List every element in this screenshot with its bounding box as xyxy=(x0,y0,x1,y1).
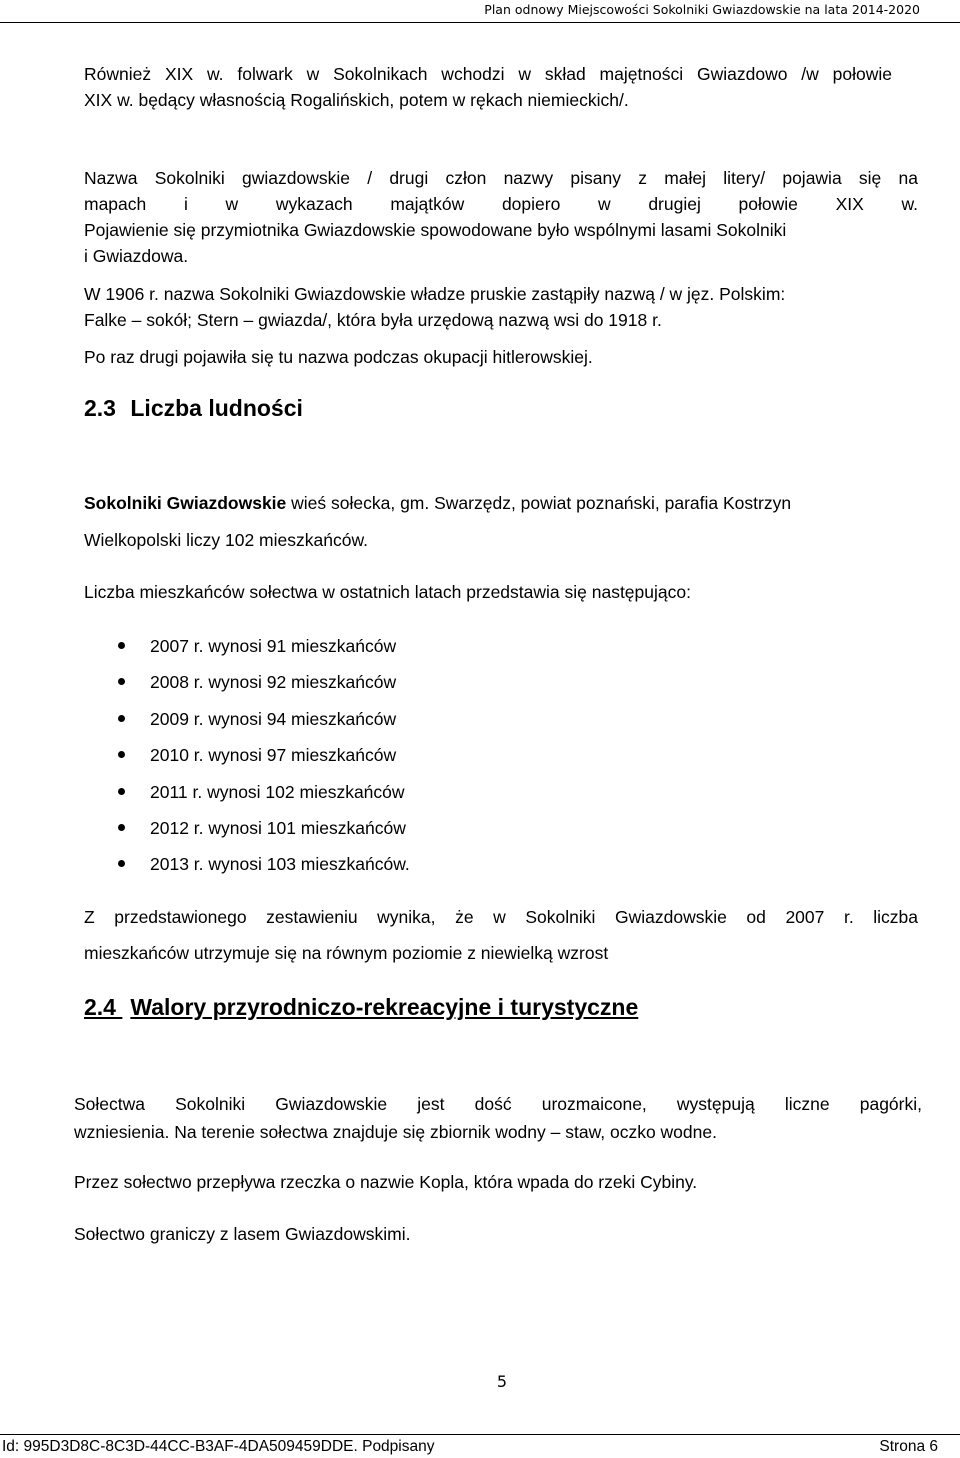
history-paragraph-4: Po raz drugi pojawiła się tu nazwa podczas okupacji hitlerowskiej. xyxy=(84,347,593,367)
population-by-year-list xyxy=(84,636,410,891)
population-conclusion-line-1: Z przedstawionego zestawieniu wynika, że w Sokolniki Gwiazdowskie od 2007 r. liczba xyxy=(84,907,918,927)
list-item: 2009 r. wynosi 94 mieszkańców xyxy=(84,709,410,745)
section-title: Walory przyrodniczo-rekreacyjne i turystyczne xyxy=(130,994,639,1020)
history-paragraph-2-line-1: Nazwa Sokolniki gwiazdowskie / drugi człon nazwy pisany z małej litery/ pojawia się na xyxy=(84,168,918,188)
population-lead: Liczba mieszkańców sołectwa w ostatnich latach przedstawia się następująco: xyxy=(84,582,691,602)
list-item: 2007 r. wynosi 91 mieszkańców xyxy=(84,636,410,672)
nature-paragraph-1-line-2: wzniesienia. Na terenie sołectwa znajduje się zbiornik wodny – staw, oczko wodne. xyxy=(74,1122,717,1142)
section-heading-nature xyxy=(84,994,638,1021)
population-intro-line-2: Wielkopolski liczy 102 mieszkańców. xyxy=(84,530,368,550)
history-paragraph-2-line-3: Pojawienie się przymiotnika Gwiazdowskie spowodowane było wspólnymi lasami Sokolniki xyxy=(84,220,787,240)
history-paragraph-2-line-4: i Gwiazdowa. xyxy=(84,246,189,266)
history-paragraph-2-line-2: mapach i w wykazach majątków dopiero w drugiej połowie XIX w. xyxy=(84,194,918,214)
list-item: 2008 r. wynosi 92 mieszkańców xyxy=(84,672,410,708)
section-heading-population xyxy=(84,395,303,422)
list-item: 2013 r. wynosi 103 mieszkańców. xyxy=(84,854,410,890)
section-title: Liczba ludności xyxy=(130,395,303,421)
history-paragraph-1-line-1: Również XIX w. folwark w Sokolnikach wchodzi w skład majętności Gwiazdowo /w połowie xyxy=(84,64,892,84)
footer-page-indicator: Strona 6 xyxy=(879,1438,938,1455)
bullet-icon xyxy=(118,788,125,795)
population-intro-rest: wieś sołecka, gm. Swarzędz, powiat poznański, parafia Kostrzyn xyxy=(286,493,792,513)
population-intro-line-1 xyxy=(84,490,791,516)
header-divider xyxy=(0,22,960,23)
nature-paragraph-1-line-1: Sołectwa Sokolniki Gwiazdowskie jest dość urozmaicone, występują liczne pagórki, xyxy=(74,1094,922,1114)
footer-divider xyxy=(0,1434,960,1435)
history-paragraph-1-line-2: XIX w. będący własnością Rogalińskich, potem w rękach niemieckich/. xyxy=(84,90,629,110)
list-item: 2011 r. wynosi 102 mieszkańców xyxy=(84,782,410,818)
running-header-title: Plan odnowy Miejscowości Sokolniki Gwiazdowskie na lata 2014-2020 xyxy=(484,2,920,17)
village-name: Sokolniki Gwiazdowskie xyxy=(84,493,287,513)
bullet-icon xyxy=(118,751,125,758)
list-item: 2010 r. wynosi 97 mieszkańców xyxy=(84,745,410,781)
section-number: 2.3 xyxy=(84,395,116,421)
bullet-icon xyxy=(118,642,125,649)
nature-paragraph-3: Sołectwo graniczy z lasem Gwiazdowskimi. xyxy=(74,1224,411,1244)
bullet-icon xyxy=(118,860,125,867)
page-number: 5 xyxy=(496,1372,508,1391)
section-number: 2.4 xyxy=(84,994,116,1020)
nature-paragraph-2: Przez sołectwo przepływa rzeczka o nazwie Kopla, która wpada do rzeki Cybiny. xyxy=(74,1172,698,1192)
population-conclusion-line-2: mieszkańców utrzymuje się na równym poziomie z niewielką wzrost xyxy=(84,943,609,963)
document-signature-id: Id: 995D3D8C-8C3D-44CC-B3AF-4DA509459DDE. Podpisany xyxy=(2,1438,435,1455)
history-paragraph-3-line-1: W 1906 r. nazwa Sokolniki Gwiazdowskie władze pruskie zastąpiły nazwą / w jęz. Polskim: xyxy=(84,284,786,304)
list-item: 2012 r. wynosi 101 mieszkańców xyxy=(84,818,410,854)
bullet-icon xyxy=(118,715,125,722)
bullet-icon xyxy=(118,824,125,831)
bullet-icon xyxy=(118,678,125,685)
history-paragraph-3-line-2: Falke – sokół; Stern – gwiazda/, która była urzędową nazwą wsi do 1918 r. xyxy=(84,310,662,330)
